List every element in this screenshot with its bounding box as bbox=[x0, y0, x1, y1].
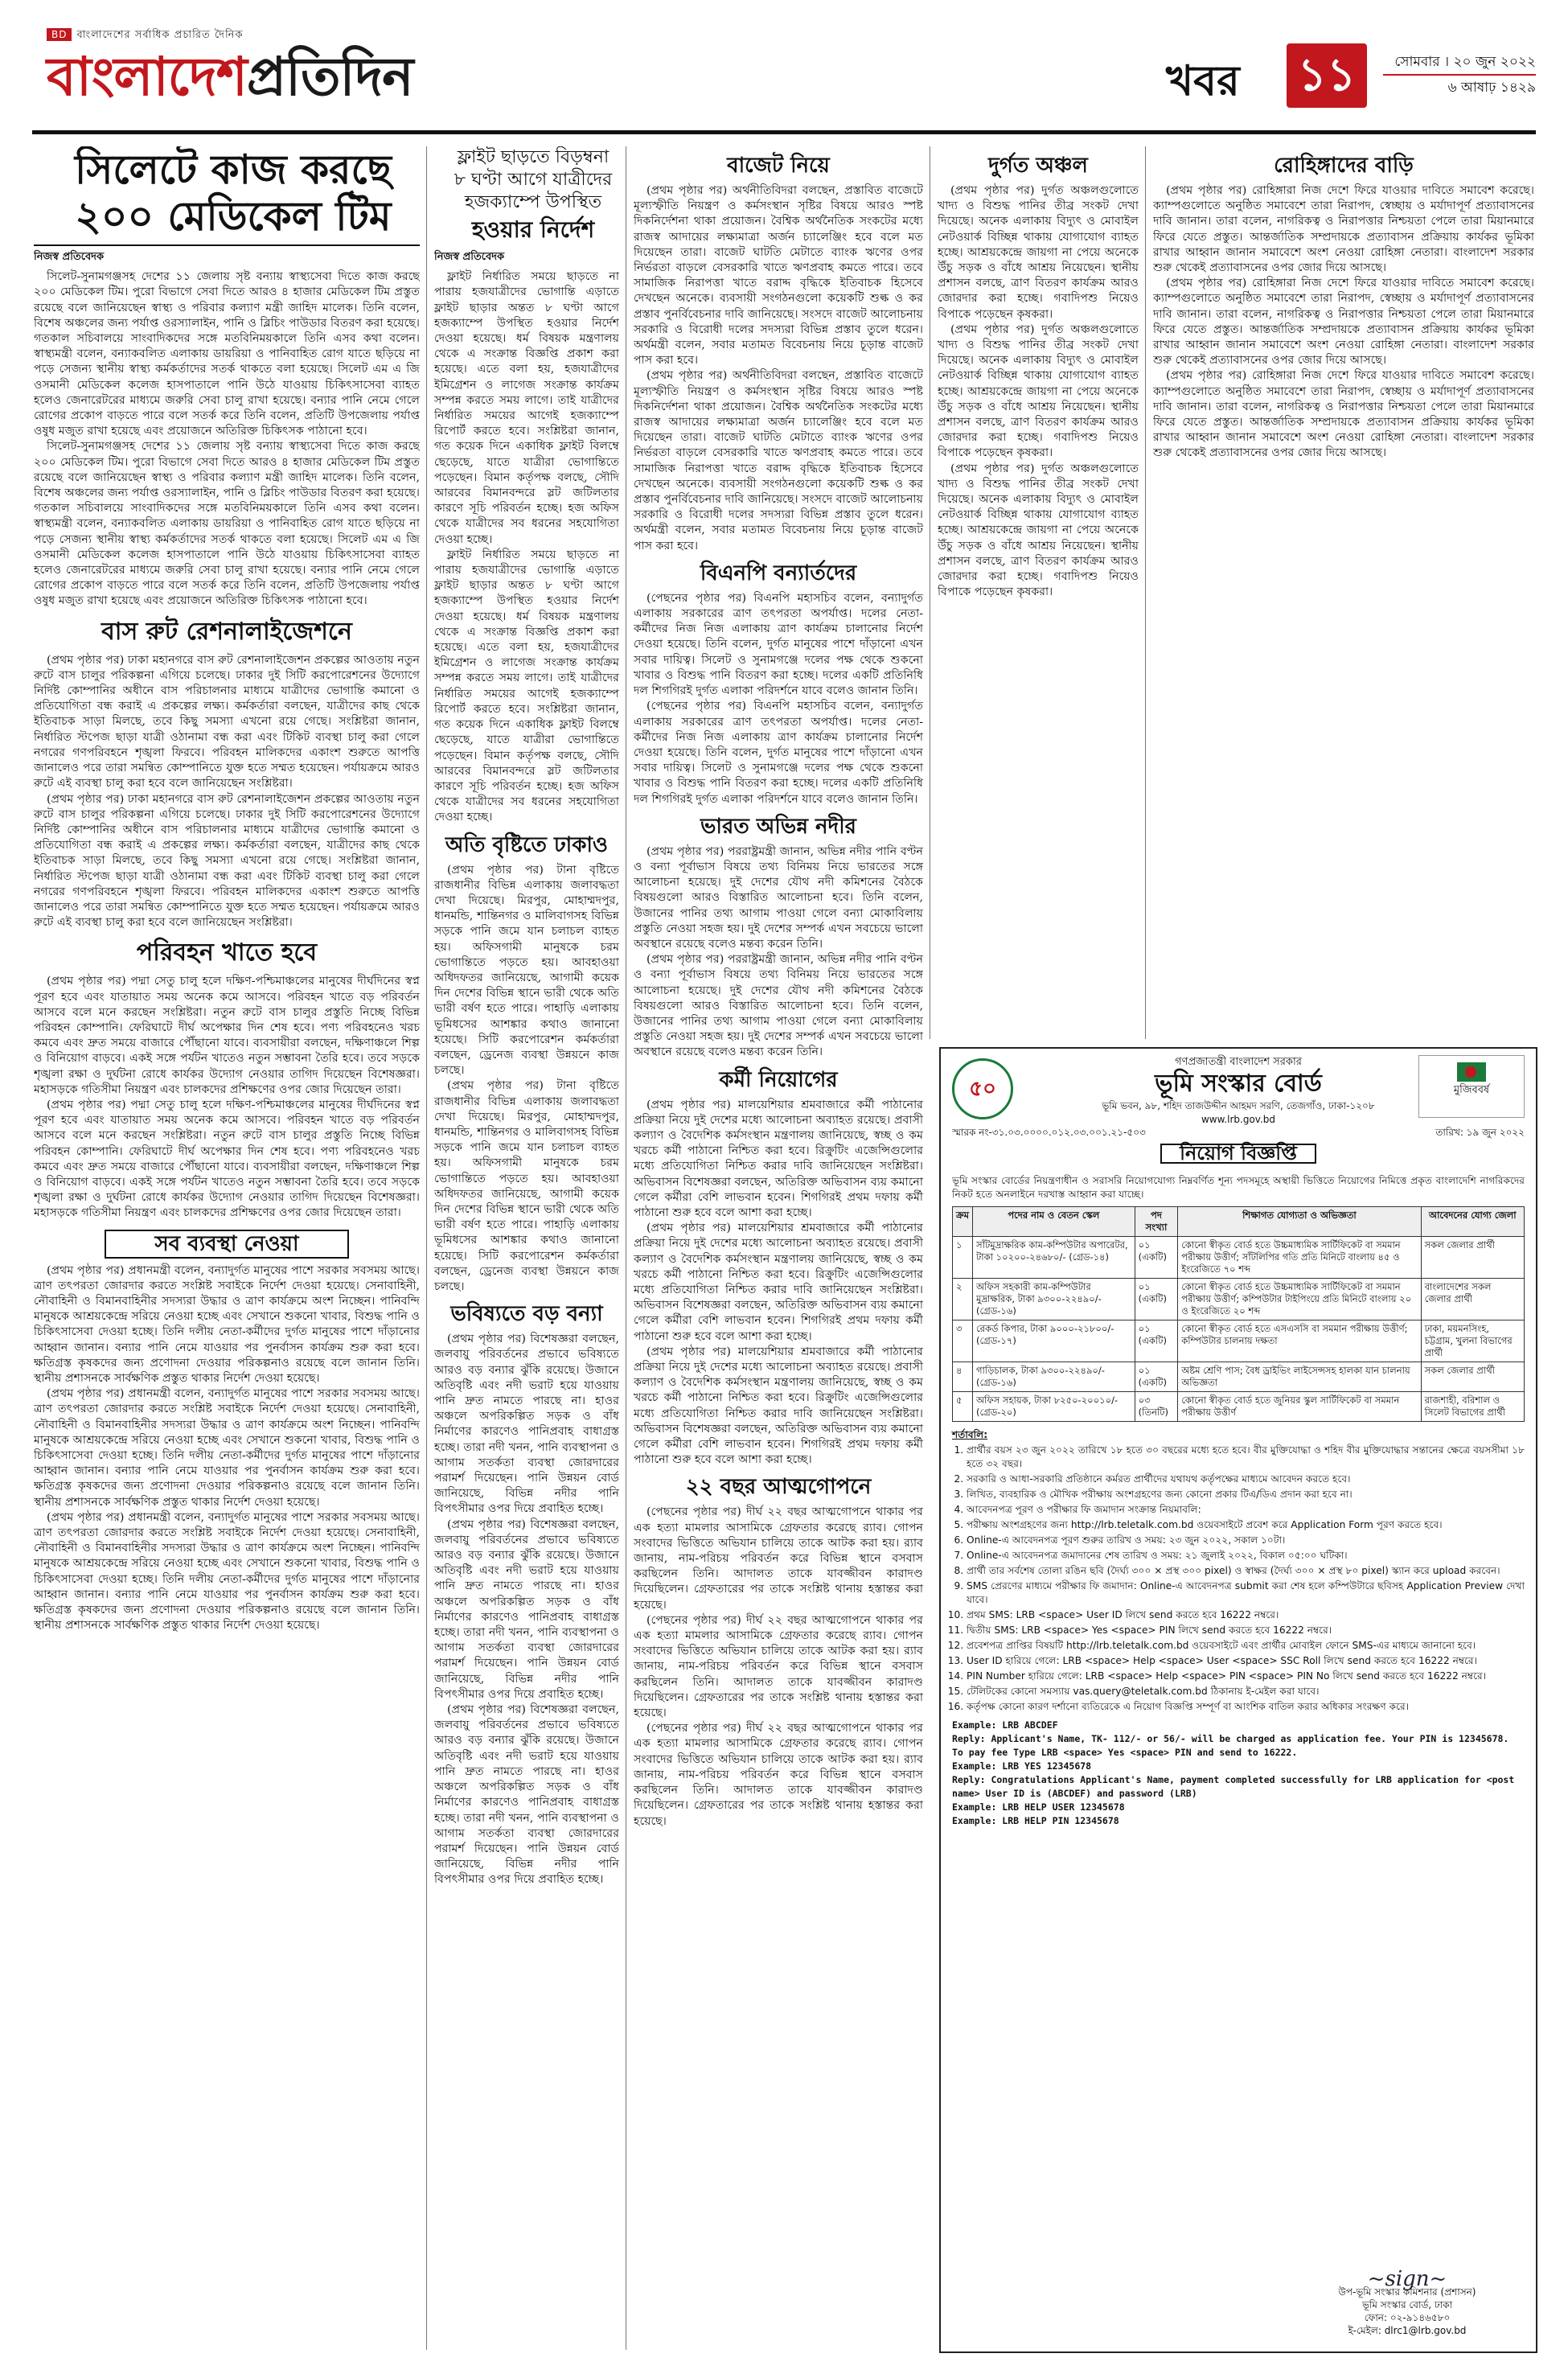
workers-body-more: (প্রথম পৃষ্ঠার পর) মালয়েশিয়ার শ্রমবাজারে কর্মী পাঠানোর প্রক্রিয়া নিয়ে দুই দেশের মধ্যে আলোচনা অব্যাহত রয়েছে। প্রবাসী কল্যাণ ও বৈদেশিক কর্মসংস্থান মন্ত্রণালয় জানিয়েছে, স্বচ্ছ ও কম খরচে কর্মী পাঠানো নিশ্চিত করা হবে। রিক্রুটিং এজেন্সিগুলোর মধ্যে প্রতিযোগিতা নিশ্চিত করার দাবি জানিয়েছেন সংশ্লিষ্টরা। অভিবাসন বিশেষজ্ঞরা বলছেন, অতিরিক্ত অভিবাসন ব্যয় কমানো গেলে কর্মীরা বেশি লাভবান হবেন। শিগগিরই প্রথম দফায় কর্মী পাঠানো শুরু হবে বলে আশা করা হচ্ছে। bbox=[634, 1222, 923, 1343]
hajj-kicker2: ৮ ঘণ্টা আগে যাত্রীদের bbox=[454, 170, 613, 190]
ad-title-text: নিয়োগ বিজ্ঞপ্তি bbox=[1160, 1144, 1316, 1164]
all-measures-body: (প্রথম পৃষ্ঠার পর) প্রধানমন্ত্রী বলেন, বন্যাদুর্গত মানুষের পাশে সরকার সবসময় আছে। ত্রাণ তৎপরতা জোরদার করতে সংশ্লিষ্ট সবাইকে নির্দেশ দেওয়া হয়েছে। সেনাবাহিনী, নৌবাহিনী ও বিমানবাহিনীর সদস্যরা উদ্ধার ও ত্রাণ কার্যক্রমে অংশ নিচ্ছেন। পানিবন্দি মানুষকে আশ্রয়কেন্দ্রে সরিয়ে নেওয়া হচ্ছে এবং সেখানে শুকনো খাবার, বিশুদ্ধ পানি ও চিকিৎসাসেবা দেওয়া হচ্ছে। তিনি দলীয় নেতা-কর্মীদের দুর্গত মানুষের পাশে দাঁড়ানোর আহ্বান জানান। বন্যার পানি নেমে যাওয়ার পর পুনর্বাসন কার্যক্রম শুরু করা হবে। ক্ষতিগ্রস্ত কৃষকদের জন্য প্রণোদনা দেওয়ার পরিকল্পনাও রয়েছে বলে জানান তিনি। স্থানীয় প্রশাসনকে সার্বক্ষণিক প্রস্তুত থাকার নির্দেশ দেওয়া হয়েছে। bbox=[34, 1263, 420, 1385]
sms-example: Reply: Congratulations Applicant's Name, payment completed successfully for LRB application for <post name> User ID is (ABCDEF) and password (LRB) bbox=[952, 1774, 1515, 1799]
brand[interactable] bbox=[47, 27, 413, 109]
posts-table-cell: কোনো স্বীকৃত বোর্ড হতে উচ্চমাধ্যমিক সার্টিফিকেট বা সমমান পরীক্ষায় উত্তীর্ণ; কম্পিউটার টাইপিংয়ে প্রতি মিনিটে বাংলায় ২০ ও ইংরেজিতে ২০ শব্দ bbox=[1178, 1279, 1421, 1320]
posts-table-body bbox=[953, 1237, 1525, 1422]
terms-item: 1. প্রার্থীর বয়স ২৩ জুন ২০২২ তারিখে ১৮ হতে ৩০ বছরের মধ্যে হতে হবে। বীর মুক্তিযোদ্ধা ও শহিদ বীর মুক্তিযোদ্ধার সন্তানের ক্ষেত্রে বয়সসীমা ১৮ হতে ৩২ বছর। bbox=[967, 1444, 1525, 1471]
ad-org-name: ভূমি সংস্কার বোর্ড bbox=[1155, 1070, 1322, 1098]
masthead-rule bbox=[32, 130, 1536, 134]
posts-table-header-cell: আবেদনের যোগ্য জেলা bbox=[1421, 1207, 1524, 1237]
posts-table-row bbox=[953, 1279, 1525, 1320]
durgata-body-more: (প্রথম পৃষ্ঠার পর) দুর্গত অঞ্চলগুলোতে খাদ্য ও বিশুদ্ধ পানির তীব্র সংকট দেখা দিয়েছে। অনেক এলাকায় বিদ্যুৎ ও মোবাইল নেটওয়ার্ক বিচ্ছিন্ন থাকায় যোগাযোগ ব্যাহত হচ্ছে। আশ্রয়কেন্দ্রে জায়গা না পেয়ে অনেকে উঁচু সড়ক ও বাঁধে আশ্রয় নিয়েছেন। স্থানীয় প্রশাসন বলছে, ত্রাণ বিতরণ কার্যক্রম আরও জোরদার করা হচ্ছে। গবাদিপশু নিয়েও বিপাকে পড়েছেন কৃষকরা। bbox=[938, 322, 1139, 460]
column-2 bbox=[434, 146, 619, 2350]
posts-table-cell: ৫ bbox=[953, 1392, 973, 1422]
bus-route-body: (প্রথম পৃষ্ঠার পর) ঢাকা মহানগরে বাস রুট রেশনালাইজেশন প্রকল্পের আওতায় নতুন রুটে বাস চালুর পরিকল্পনা এগিয়ে চলেছে। ঢাকার দুই সিটি করপোরেশনের উদ্যোগে নির্দিষ্ট কোম্পানির অধীনে বাস পরিচালনার মাধ্যমে যাত্রীদের ভোগান্তি কমানো ও প্রতিযোগিতা বন্ধ করাই এ প্রকল্পের লক্ষ্য। কর্মকর্তারা বলছেন, যাত্রীদের কাছ থেকে ইতিবাচক সাড়া মিলছে, তবে কিছু সমস্যা এখনো রয়ে গেছে। সংশ্লিষ্টরা জানান, নির্ধারিত স্টপেজ ছাড়া যাত্রী ওঠানামা বন্ধ করা এবং টিকিট ব্যবস্থা চালু করা গেলে নগরের গণপরিবহনে শৃঙ্খলা ফিরবে। পরিবহন মালিকদের একাংশ শুরুতে আপত্তি জানালেও পরে তারা সমন্বিত কোম্পানিতে যুক্ত হতে সম্মত হয়েছেন। পর্যায়ক্রমে আরও রুটে এই ব্যবস্থা চালু করা হবে বলে জানিয়েছেন সংশ্লিষ্টরা। bbox=[34, 653, 420, 791]
lead-headline-line2: ২০০ মেডিকেল টিম bbox=[75, 192, 392, 240]
posts-table-cell: কোনো স্বীকৃত বোর্ড হতে উচ্চমাধ্যমিক সার্টিফিকেট বা সমমান পরীক্ষায় উত্তীর্ণ; সাঁটলিপির গতি প্রতি মিনিটে বাংলায় ৪৫ ও ইংরেজিতে ৭০ শব্দ bbox=[1178, 1237, 1421, 1279]
terms-item: 15. টেলিটকের কোনো সমস্যায় vas.query@teletalk.com.bd ঠিকানায় ই-মেইল করা যাবে। bbox=[967, 1685, 1525, 1698]
sms-examples bbox=[952, 1719, 1525, 1828]
posts-table-header-cell: পদের নাম ও বেতন স্কেল bbox=[973, 1207, 1135, 1237]
ad-website[interactable]: www.lrb.gov.bd bbox=[1201, 1114, 1276, 1125]
brand-part1: বাংলাদেশ bbox=[47, 45, 247, 108]
budget-body-more: (প্রথম পৃষ্ঠার পর) অর্থনীতিবিদরা বলছেন, প্রস্তাবিত বাজেটে মূল্যস্ফীতি নিয়ন্ত্রণ ও কর্মসংস্থান সৃষ্টির বিষয়ে আরও স্পষ্ট দিকনির্দেশনা থাকা প্রয়োজন। বৈশ্বিক অর্থনৈতিক সংকটের মধ্যে রাজস্ব আদায়ের লক্ষ্যমাত্রা অর্জন চ্যালেঞ্জিং হবে বলে মত দিয়েছেন তারা। বাজেট ঘাটতি মেটাতে ব্যাংক ঋণের ওপর নির্ভরতা বাড়লে বেসরকারি খাতে ঋণপ্রবাহ কমতে পারে। তবে সামাজিক নিরাপত্তা খাতে বরাদ্দ বৃদ্ধিকে ইতিবাচক হিসেবে দেখছেন অনেকে। ব্যবসায়ী সংগঠনগুলো কয়েকটি শুল্ক ও কর প্রস্তাব পুনর্বিবেচনার দাবি জানিয়েছে। সংসদে বাজেট আলোচনায় সরকারি ও বিরোধী দলের সদস্যরা বিভিন্ন প্রস্তাব তুলে ধরেন। অর্থমন্ত্রী বলেন, সবার মতামত বিবেচনায় নিয়ে চূড়ান্ত বাজেট পাস করা হবে। bbox=[634, 369, 923, 552]
posts-table-row bbox=[953, 1237, 1525, 1279]
terms-item: 6. Online-এ আবেদনপত্র পূরণ শুরুর তারিখ ও সময়: ২৩ জুন ২০২২, সকাল ১০টা। bbox=[967, 1534, 1525, 1547]
posts-table-cell: কোনো স্বীকৃত বোর্ড হতে এসএসসি বা সমমান পরীক্ষায় উত্তীর্ণ; কম্পিউটার চালনায় দক্ষতা bbox=[1178, 1320, 1421, 1362]
budget-headline[interactable]: বাজেট নিয়ে bbox=[727, 154, 830, 178]
brand-badge: BD bbox=[47, 28, 72, 41]
hajj-body: ফ্লাইট নির্ধারিত সময়ে ছাড়তে না পারায় হজযাত্রীদের ভোগান্তি এড়াতে ফ্লাইট ছাড়ার অন্তত ৮ ঘণ্টা আগে হজক্যাম্পে উপস্থিত হওয়ার নির্দেশ দেওয়া হয়েছে। ধর্ম বিষয়ক মন্ত্রণালয় থেকে এ সংক্রান্ত বিজ্ঞপ্তি প্রকাশ করা হয়েছে। এতে বলা হয়, হজযাত্রীদের ইমিগ্রেশন ও লাগেজ সংক্রান্ত কার্যক্রম সম্পন্ন করতে সময় লাগে। তাই যাত্রীদের নির্ধারিত সময়ের আগেই হজক্যাম্পে রিপোর্ট করতে হবে। সংশ্লিষ্টরা জানান, গত কয়েক দিনে একাধিক ফ্লাইট বিলম্বে ছেড়েছে, যাতে যাত্রীরা ভোগান্তিতে পড়েছেন। বিমান কর্তৃপক্ষ বলছে, সৌদি আরবের বিমানবন্দরে স্লট জটিলতার কারণে সূচি পরিবর্তন হচ্ছে। হজ অফিস থেকে যাত্রীদের সব ধরনের সহযোগিতা দেওয়া হচ্ছে। bbox=[434, 270, 619, 546]
lead-headline[interactable] bbox=[34, 146, 420, 246]
posts-table-cell: ০৩ (তিনটি) bbox=[1135, 1392, 1178, 1422]
posts-table-cell: রাজশাহী, বরিশাল ও সিলেট বিভাগের প্রার্থী bbox=[1421, 1392, 1524, 1422]
lead-headline-line1: সিলেটে কাজ করছে bbox=[75, 146, 392, 193]
bus-route-headline[interactable]: বাস রুট রেশনালাইজেশনে bbox=[101, 617, 352, 646]
brand-logo bbox=[47, 44, 413, 109]
transport-headline[interactable]: পরিবহন খাতে হবে bbox=[136, 939, 318, 967]
posts-table-cell: গাড়িচালক, টাকা ৯৩০০-২২৪৯০/- (গ্রেড-১৬) bbox=[973, 1362, 1135, 1392]
ad-org-address: ভূমি ভবন, ৯৮, শহিদ তাজউদ্দীন আহমদ সরণি, তেজগাঁও, ঢাকা-১২০৮ bbox=[1102, 1100, 1375, 1111]
posts-table-row bbox=[953, 1320, 1525, 1362]
big-flood-body-more2: (প্রথম পৃষ্ঠার পর) বিশেষজ্ঞরা বলছেন, জলবায়ু পরিবর্তনের প্রভাবে ভবিষ্যতে আরও বড় বন্যার ঝুঁকি রয়েছে। উজানে অতিবৃষ্টি এবং নদী ভরাট হয়ে যাওয়ায় পানি দ্রুত নামতে পারছে না। হাওর অঞ্চলে অপরিকল্পিত সড়ক ও বাঁধ নির্মাণের কারণেও পানিপ্রবাহ বাধাগ্রস্ত হচ্ছে। তারা নদী খনন, পানি ব্যবস্থাপনা ও আগাম সতর্কতা ব্যবস্থা জোরদারের পরামর্শ দিয়েছেন। পানি উন্নয়ন বোর্ড জানিয়েছে, বিভিন্ন নদীর পানি বিপৎসীমার ওপর দিয়ে প্রবাহিত হচ্ছে। bbox=[434, 1703, 619, 1887]
lead-body-more: সিলেট-সুনামগঞ্জসহ দেশের ১১ জেলায় সৃষ্ট বন্যায় স্বাস্থ্যসেবা দিতে কাজ করছে ২০০ মেডিকেল টিম। পুরো বিভাগে সেবা দিতে আরও ৪ হাজার মেডিকেল টিম প্রস্তুত রয়েছে বলে জানিয়েছেন স্বাস্থ্য ও পরিবার কল্যাণ মন্ত্রী জাহিদ মালেক। তিনি বলেন, বিশেষ অঞ্চলের জন্য পর্যাপ্ত ওরস্যালাইন, পানি ও ব্লিচিং পাউডার বিতরণ করা হয়েছে। গতকাল সচিবালয়ে সাংবাদিকদের সঙ্গে মতবিনিময়কালে তিনি এসব কথা বলেন। স্বাস্থ্যমন্ত্রী বলেন, বন্যাকবলিত এলাকায় ডায়রিয়া ও পানিবাহিত রোগ যাতে ছড়িয়ে না পড়ে সেজন্য স্থানীয় স্বাস্থ্য কর্মকর্তাদের সতর্ক থাকতে বলা হয়েছে। সিলেট এম এ জি ওসমানী মেডিকেল কলেজ হাসপাতালে পানি উঠে যাওয়ায় চিকিৎসাসেবা ব্যাহত হলেও জেনারেটরের মাধ্যমে জরুরি সেবা চালু রাখা হয়েছে। বন্যার পানি নেমে গেলে রোগের প্রকোপ বাড়তে পারে বলে সতর্ক করে তিনি বলেন, প্রতিটি উপজেলায় পর্যাপ্ত ওষুধ মজুত রাখা হয়েছে এবং প্রয়োজনে অতিরিক্ত চিকিৎসক পাঠানো হবে। bbox=[34, 440, 420, 608]
hajj-headline: হওয়ার নির্দেশ bbox=[471, 216, 595, 243]
sms-example: Example: LRB HELP USER 12345678 bbox=[952, 1801, 1125, 1813]
ad-memo: স্মারক নং-৩১.০৩.০০০০.০১২.০৩.০০১.২১-৫০৩ bbox=[952, 1127, 1146, 1138]
all-measures-body-more2: (প্রথম পৃষ্ঠার পর) প্রধানমন্ত্রী বলেন, বন্যাদুর্গত মানুষের পাশে সরকার সবসময় আছে। ত্রাণ তৎপরতা জোরদার করতে সংশ্লিষ্ট সবাইকে নির্দেশ দেওয়া হয়েছে। সেনাবাহিনী, নৌবাহিনী ও বিমানবাহিনীর সদস্যরা উদ্ধার ও ত্রাণ কার্যক্রমে অংশ নিচ্ছেন। পানিবন্দি মানুষকে আশ্রয়কেন্দ্রে সরিয়ে নেওয়া হচ্ছে এবং সেখানে শুকনো খাবার, বিশুদ্ধ পানি ও চিকিৎসাসেবা দেওয়া হচ্ছে। তিনি দলীয় নেতা-কর্মীদের দুর্গত মানুষের পাশে দাঁড়ানোর আহ্বান জানান। বন্যার পানি নেমে যাওয়ার পর পুনর্বাসন কার্যক্রম শুরু করা হবে। ক্ষতিগ্রস্ত কৃষকদের জন্য প্রণোদনা দেওয়ার পরিকল্পনাও রয়েছে বলে জানান তিনি। স্থানীয় প্রশাসনকে সার্বক্ষণিক প্রস্তুত থাকার নির্দেশ দেওয়া হয়েছে। bbox=[34, 1510, 420, 1633]
terms-item: 12. প্রবেশপত্র প্রাপ্তির বিষয়টি http://lrb.teletalk.com.bd ওয়েবসাইটে এবং প্রার্থীর মোবাইল ফোনে SMS-এর মাধ্যমে জানানো হবে। bbox=[967, 1639, 1525, 1653]
signature-image: ~sign~ bbox=[1367, 2267, 1447, 2291]
posts-table-cell: অফিস সহায়ক, টাকা ৮২৫০-২০০১০/- (গ্রেড-২০) bbox=[973, 1392, 1135, 1422]
all-measures-body-more: (প্রথম পৃষ্ঠার পর) প্রধানমন্ত্রী বলেন, বন্যাদুর্গত মানুষের পাশে সরকার সবসময় আছে। ত্রাণ তৎপরতা জোরদার করতে সংশ্লিষ্ট সবাইকে নির্দেশ দেওয়া হয়েছে। সেনাবাহিনী, নৌবাহিনী ও বিমানবাহিনীর সদস্যরা উদ্ধার ও ত্রাণ কার্যক্রমে অংশ নিচ্ছেন। পানিবন্দি মানুষকে আশ্রয়কেন্দ্রে সরিয়ে নেওয়া হচ্ছে এবং সেখানে শুকনো খাবার, বিশুদ্ধ পানি ও চিকিৎসাসেবা দেওয়া হচ্ছে। তিনি দলীয় নেতা-কর্মীদের দুর্গত মানুষের পাশে দাঁড়ানোর আহ্বান জানান। বন্যার পানি নেমে যাওয়ার পর পুনর্বাসন কার্যক্রম শুরু করা হবে। ক্ষতিগ্রস্ত কৃষকদের জন্য প্রণোদনা দেওয়ার পরিকল্পনাও রয়েছে বলে জানান তিনি। স্থানীয় প্রশাসনকে সার্বক্ষণিক প্রস্তুত থাকার নির্দেশ দেওয়া হয়েছে। bbox=[34, 1387, 420, 1509]
ad-title bbox=[941, 1144, 1536, 1164]
posts-table-header-cell: শিক্ষাগত যোগ্যতা ও অভিজ্ঞতা bbox=[1178, 1207, 1421, 1237]
terms-item: 11. দ্বিতীয় SMS: LRB <space> Yes <space> PIN লিখে send করতে হবে 16222 নম্বরে। bbox=[967, 1624, 1525, 1637]
hajj-kicker3: হজক্যাম্পে উপস্থিত bbox=[464, 192, 602, 212]
durgata-headline[interactable]: দুর্গত অঞ্চল bbox=[988, 154, 1088, 178]
hajj-body-more: ফ্লাইট নির্ধারিত সময়ে ছাড়তে না পারায় হজযাত্রীদের ভোগান্তি এড়াতে ফ্লাইট ছাড়ার অন্তত ৮ ঘণ্টা আগে হজক্যাম্পে উপস্থিত হওয়ার নির্দেশ দেওয়া হয়েছে। ধর্ম বিষয়ক মন্ত্রণালয় থেকে এ সংক্রান্ত বিজ্ঞপ্তি প্রকাশ করা হয়েছে। এতে বলা হয়, হজযাত্রীদের ইমিগ্রেশন ও লাগেজ সংক্রান্ত কার্যক্রম সম্পন্ন করতে সময় লাগে। তাই যাত্রীদের নির্ধারিত সময়ের আগেই হজক্যাম্পে রিপোর্ট করতে হবে। সংশ্লিষ্টরা জানান, গত কয়েক দিনে একাধিক ফ্লাইট বিলম্বে ছেড়েছে, যাতে যাত্রীরা ভোগান্তিতে পড়েছেন। বিমান কর্তৃপক্ষ বলছে, সৌদি আরবের বিমানবন্দরে স্লট জটিলতার কারণে সূচি পরিবর্তন হচ্ছে। হজ অফিস থেকে যাত্রীদের সব ধরনের সহযোগিতা দেওয়া হচ্ছে। bbox=[434, 548, 619, 824]
hiding-body-more: (পেছনের পৃষ্ঠার পর) দীর্ঘ ২২ বছর আত্মগোপনে থাকার পর এক হত্যা মামলার আসামিকে গ্রেফতার করেছে র‌্যাব। গোপন সংবাদের ভিত্তিতে অভিযান চালিয়ে তাকে আটক করা হয়। র‌্যাব জানায়, নাম-পরিচয় পরিবর্তন করে বিভিন্ন স্থানে বসবাস করছিলেন তিনি। আদালত তাকে যাবজ্জীবন কারাদণ্ড দিয়েছিলেন। গ্রেফতারের পর তাকে সংশ্লিষ্ট থানায় হস্তান্তর করা হয়েছে। bbox=[634, 1613, 923, 1720]
tagline-text: বাংলাদেশের সর্বাধিক প্রচারিত দৈনিক bbox=[76, 29, 244, 41]
bus-route-body-more: (প্রথম পৃষ্ঠার পর) ঢাকা মহানগরে বাস রুট রেশনালাইজেশন প্রকল্পের আওতায় নতুন রুটে বাস চালুর পরিকল্পনা এগিয়ে চলেছে। ঢাকার দুই সিটি করপোরেশনের উদ্যোগে নির্দিষ্ট কোম্পানির অধীনে বাস পরিচালনার মাধ্যমে যাত্রীদের ভোগান্তি কমানো ও প্রতিযোগিতা বন্ধ করাই এ প্রকল্পের লক্ষ্য। কর্মকর্তারা বলছেন, যাত্রীদের কাছ থেকে ইতিবাচক সাড়া মিলছে, তবে কিছু সমস্যা এখনো রয়ে গেছে। সংশ্লিষ্টরা জানান, নির্ধারিত স্টপেজ ছাড়া যাত্রী ওঠানামা বন্ধ করা এবং টিকিট ব্যবস্থা চালু করা গেলে নগরের গণপরিবহনে শৃঙ্খলা ফিরবে। পরিবহন মালিকদের একাংশ শুরুতে আপত্তি জানালেও পরে তারা সমন্বিত কোম্পানিতে যুক্ত হতে সম্মত হয়েছেন। পর্যায়ক্রমে আরও রুটে এই ব্যবস্থা চালু করা হবে বলে জানিয়েছেন সংশ্লিষ্টরা। bbox=[34, 792, 420, 930]
ad-header bbox=[941, 1049, 1536, 1169]
posts-table-header-cell: পদ সংখ্যা bbox=[1135, 1207, 1178, 1237]
page-number: ১১ bbox=[1287, 43, 1367, 108]
terms-item: 14. PIN Number হারিয়ে গেলে: LRB <space> Help <space> PIN <space> PIN No লিখে send করতে হবে 16222 নম্বরে। bbox=[967, 1670, 1525, 1683]
rohingya-body-more2: (প্রথম পৃষ্ঠার পর) রোহিঙ্গারা নিজ দেশে ফিরে যাওয়ার দাবিতে সমাবেশ করেছে। ক্যাম্পগুলোতে অনুষ্ঠিত সমাবেশে তারা নিরাপদ, স্বেচ্ছায় ও মর্যাদাপূর্ণ প্রত্যাবাসনের দাবি জানান। তারা বলেন, নাগরিকত্ব ও নিরাপত্তার নিশ্চয়তা পেলে তারা মিয়ানমারে ফিরে যেতে প্রস্তুত। আন্তর্জাতিক সম্প্রদায়কে প্রত্যাবাসন প্রক্রিয়ায় কার্যকর ভূমিকা রাখার আহ্বান জানান সমাবেশে অংশ নেওয়া রোহিঙ্গা নেতারা। বাংলাদেশ সরকার শুরু থেকেই প্রত্যাবাসনের ওপর জোর দিয়ে আসছে। bbox=[1153, 369, 1534, 460]
transport-body: (প্রথম পৃষ্ঠার পর) পদ্মা সেতু চালু হলে দক্ষিণ-পশ্চিমাঞ্চলের মানুষের দীর্ঘদিনের স্বপ্ন পূরণ হবে এবং যাতায়াত সময় অনেক কমে আসবে। পরিবহন খাতে বড় পরিবর্তন আসবে বলে মনে করছেন সংশ্লিষ্টরা। নতুন রুটে বাস চালুর প্রস্তুতি নিচ্ছে বিভিন্ন পরিবহন কোম্পানি। ফেরিঘাটে দীর্ঘ অপেক্ষার দিন শেষ হবে। পণ্য পরিবহনেও খরচ কমবে এবং দ্রুত সময়ে বাজারে পৌঁছানো যাবে। ব্যবসায়ীরা বলছেন, দক্ষিণাঞ্চলে শিল্প ও বিনিয়োগ বাড়বে। একই সঙ্গে পর্যটন খাতেও নতুন সম্ভাবনা তৈরি হবে। তবে সড়কে শৃঙ্খলা রক্ষা ও দুর্ঘটনা রোধে কার্যকর উদ্যোগ নেওয়ার তাগিদ দিয়েছেন বিশেষজ্ঞরা। মহাসড়কে গতিসীমা নিয়ন্ত্রণ এবং চালকদের প্রশিক্ষণের ওপর জোর দিয়েছেন তারা। bbox=[34, 975, 420, 1096]
budget-body: (প্রথম পৃষ্ঠার পর) অর্থনীতিবিদরা বলছেন, প্রস্তাবিত বাজেটে মূল্যস্ফীতি নিয়ন্ত্রণ ও কর্মসংস্থান সৃষ্টির বিষয়ে আরও স্পষ্ট দিকনির্দেশনা থাকা প্রয়োজন। বৈশ্বিক অর্থনৈতিক সংকটের মধ্যে রাজস্ব আদায়ের লক্ষ্যমাত্রা অর্জন চ্যালেঞ্জিং হবে বলে মত দিয়েছেন তারা। বাজেট ঘাটতি মেটাতে ব্যাংক ঋণের ওপর নির্ভরতা বাড়লে বেসরকারি খাতে ঋণপ্রবাহ কমতে পারে। তবে সামাজিক নিরাপত্তা খাতে বরাদ্দ বৃদ্ধিকে ইতিবাচক হিসেবে দেখছেন অনেকে। ব্যবসায়ী সংগঠনগুলো কয়েকটি শুল্ক ও কর প্রস্তাব পুনর্বিবেচনার দাবি জানিয়েছে। সংসদে বাজেট আলোচনায় সরকারি ও বিরোধী দলের সদস্যরা বিভিন্ন প্রস্তাব তুলে ধরেন। অর্থমন্ত্রী বলেন, সবার মতামত বিবেচনায় নিয়ে চূড়ান্ত বাজেট পাস করা হবে। bbox=[634, 184, 923, 368]
hajj-byline: নিজস্ব প্রতিবেদক bbox=[434, 251, 505, 263]
hiding-body: (পেছনের পৃষ্ঠার পর) দীর্ঘ ২২ বছর আত্মগোপনে থাকার পর এক হত্যা মামলার আসামিকে গ্রেফতার করেছে র‌্যাব। গোপন সংবাদের ভিত্তিতে অভিযান চালিয়ে তাকে আটক করা হয়। র‌্যাব জানায়, নাম-পরিচয় পরিবর্তন করে বিভিন্ন স্থানে বসবাস করছিলেন তিনি। আদালত তাকে যাবজ্জীবন কারাদণ্ড দিয়েছিলেন। গ্রেফতারের পর তাকে সংশ্লিষ্ট থানায় হস্তান্তর করা হয়েছে। bbox=[634, 1505, 923, 1612]
signatory-title: উপ-ভূমি সংস্কার কমিশনার (প্রশাসন) bbox=[1338, 2286, 1476, 2298]
column-3 bbox=[634, 146, 923, 2350]
posts-table-cell: ১ bbox=[953, 1237, 973, 1279]
india-body: (প্রথম পৃষ্ঠার পর) পররাষ্ট্রমন্ত্রী জানান, অভিন্ন নদীর পানি বণ্টন ও বন্যা পূর্বাভাস বিষয়ে তথ্য বিনিময় নিয়ে ভারতের সঙ্গে আলোচনা হয়েছে। দুই দেশের যৌথ নদী কমিশনের বৈঠকে বিষয়গুলো আরও বিস্তারিত আলোচনা হবে। তিনি বলেন, উজানের পানির তথ্য আগাম পাওয়া গেলে বন্যা মোকাবিলায় প্রস্তুতি নেওয়া সহজ হয়। দুই দেশের সম্পর্ক এখন সবচেয়ে ভালো অবস্থানে রয়েছে বলেও মন্তব্য করেন তিনি। bbox=[634, 844, 923, 951]
brand-tagline bbox=[47, 27, 413, 44]
posts-table-cell: ০১ (একটি) bbox=[1135, 1362, 1178, 1392]
posts-table-cell: অষ্টম শ্রেণি পাস; বৈধ ড্রাইভিং লাইসেন্সসহ হালকা যান চালনায় অভিজ্ঞতা bbox=[1178, 1362, 1421, 1392]
column-1 bbox=[34, 146, 420, 2350]
workers-body: (প্রথম পৃষ্ঠার পর) মালয়েশিয়ার শ্রমবাজারে কর্মী পাঠানোর প্রক্রিয়া নিয়ে দুই দেশের মধ্যে আলোচনা অব্যাহত রয়েছে। প্রবাসী কল্যাণ ও বৈদেশিক কর্মসংস্থান মন্ত্রণালয় জানিয়েছে, স্বচ্ছ ও কম খরচে কর্মী পাঠানো নিশ্চিত করা হবে। রিক্রুটিং এজেন্সিগুলোর মধ্যে প্রতিযোগিতা নিশ্চিত করার দাবি জানিয়েছেন সংশ্লিষ্টরা। অভিবাসন বিশেষজ্ঞরা বলছেন, অতিরিক্ত অভিবাসন ব্যয় কমানো গেলে কর্মীরা বেশি লাভবান হবেন। শিগগিরই প্রথম দফায় কর্মী পাঠানো শুরু হবে বলে আশা করা হচ্ছে। bbox=[634, 1098, 923, 1219]
ad-signature-block bbox=[1303, 2267, 1512, 2337]
workers-headline[interactable]: কর্মী নিয়োগের bbox=[719, 1067, 838, 1092]
transport-body-more: (প্রথম পৃষ্ঠার পর) পদ্মা সেতু চালু হলে দক্ষিণ-পশ্চিমাঞ্চলের মানুষের দীর্ঘদিনের স্বপ্ন পূরণ হবে এবং যাতায়াত সময় অনেক কমে আসবে। পরিবহন খাতে বড় পরিবর্তন আসবে বলে মনে করছেন সংশ্লিষ্টরা। নতুন রুটে বাস চালুর প্রস্তুতি নিচ্ছে বিভিন্ন পরিবহন কোম্পানি। ফেরিঘাটে দীর্ঘ অপেক্ষার দিন শেষ হবে। পণ্য পরিবহনেও খরচ কমবে এবং দ্রুত সময়ে বাজারে পৌঁছানো যাবে। ব্যবসায়ীরা বলছেন, দক্ষিণাঞ্চলে শিল্প ও বিনিয়োগ বাড়বে। একই সঙ্গে পর্যটন খাতেও নতুন সম্ভাবনা তৈরি হবে। তবে সড়কে শৃঙ্খলা রক্ষা ও দুর্ঘটনা রোধে কার্যকর উদ্যোগ নেওয়ার তাগিদ দিয়েছেন বিশেষজ্ঞরা। মহাসড়কে গতিসীমা নিয়ন্ত্রণ এবং চালকদের প্রশিক্ষণের ওপর জোর দিয়েছেন তারা। bbox=[34, 1098, 420, 1220]
terms-item: 2. সরকারি ও আধা-সরকারি প্রতিষ্ঠানে কর্মরত প্রার্থীদের যথাযথ কর্তৃপক্ষের মাধ্যমে আবেদন করতে হবে। bbox=[967, 1472, 1525, 1486]
big-flood-body-more: (প্রথম পৃষ্ঠার পর) বিশেষজ্ঞরা বলছেন, জলবায়ু পরিবর্তনের প্রভাবে ভবিষ্যতে আরও বড় বন্যার ঝুঁকি রয়েছে। উজানে অতিবৃষ্টি এবং নদী ভরাট হয়ে যাওয়ায় পানি দ্রুত নামতে পারছে না। হাওর অঞ্চলে অপরিকল্পিত সড়ক ও বাঁধ নির্মাণের কারণেও পানিপ্রবাহ বাধাগ্রস্ত হচ্ছে। তারা নদী খনন, পানি ব্যবস্থাপনা ও আগাম সতর্কতা ব্যবস্থা জোরদারের পরামর্শ দিয়েছেন। পানি উন্নয়ন বোর্ড জানিয়েছে, বিভিন্ন নদীর পানি বিপৎসীমার ওপর দিয়ে প্রবাহিত হচ্ছে। bbox=[434, 1518, 619, 1701]
sms-example: Example: LRB HELP PIN 12345678 bbox=[952, 1815, 1119, 1826]
date-bangla: ৬ আষাঢ় ১৪২৯ bbox=[1383, 74, 1536, 100]
recruitment-ad[interactable] bbox=[939, 1047, 1537, 2353]
posts-table-cell: কোনো স্বীকৃত বোর্ড হতে জুনিয়র স্কুল সার্টিফিকেট বা সমমান পরীক্ষায় উত্তীর্ণ bbox=[1178, 1392, 1421, 1422]
posts-table-row bbox=[953, 1362, 1525, 1392]
terms-item: 9. SMS প্রেরণের মাধ্যমে পরীক্ষার ফি জমাদান: Online-এ আবেদনপত্র submit করা শেষ হলে কম্পিউটারে ছবিসহ Application Preview দেখা যাবে। bbox=[967, 1579, 1525, 1607]
lead-body: সিলেট-সুনামগঞ্জসহ দেশের ১১ জেলায় সৃষ্ট বন্যায় স্বাস্থ্যসেবা দিতে কাজ করছে ২০০ মেডিকেল টিম। পুরো বিভাগে সেবা দিতে আরও ৪ হাজার মেডিকেল টিম প্রস্তুত রয়েছে বলে জানিয়েছেন স্বাস্থ্য ও পরিবার কল্যাণ মন্ত্রী জাহিদ মালেক। তিনি বলেন, বিশেষ অঞ্চলের জন্য পর্যাপ্ত ওরস্যালাইন, পানি ও ব্লিচিং পাউডার বিতরণ করা হয়েছে। গতকাল সচিবালয়ে সাংবাদিকদের সঙ্গে মতবিনিময়কালে তিনি এসব কথা বলেন। স্বাস্থ্যমন্ত্রী বলেন, বন্যাকবলিত এলাকায় ডায়রিয়া ও পানিবাহিত রোগ যাতে ছড়িয়ে না পড়ে সেজন্য স্থানীয় স্বাস্থ্য কর্মকর্তাদের সতর্ক থাকতে বলা হয়েছে। সিলেট এম এ জি ওসমানী মেডিকেল কলেজ হাসপাতালে পানি উঠে যাওয়ায় চিকিৎসাসেবা ব্যাহত হলেও জেনারেটরের মাধ্যমে জরুরি সেবা চালু রাখা হয়েছে। বন্যার পানি নেমে গেলে রোগের প্রকোপ বাড়তে পারে বলে সতর্ক করে তিনি বলেন, প্রতিটি উপজেলায় পর্যাপ্ত ওষুধ মজুত রাখা হয়েছে এবং প্রয়োজনে অতিরিক্ত চিকিৎসক পাঠানো হবে। bbox=[34, 270, 420, 438]
lead-byline: নিজস্ব প্রতিবেদক bbox=[34, 251, 105, 263]
posts-table-header-cell: ক্রম bbox=[953, 1207, 973, 1237]
date-block bbox=[1383, 50, 1536, 100]
mujib-year-text: মুজিববর্ষ bbox=[1453, 1084, 1490, 1096]
date-gregorian: সোমবার । ২০ জুন ২০২২ bbox=[1394, 54, 1536, 70]
posts-table-cell: রেকর্ড কিপার, টাকা ৯০০০-২১৮০০/- (গ্রেড-১৭) bbox=[973, 1320, 1135, 1362]
terms-item: 4. আবেদনপত্র পূরণ ও পরীক্ষার ফি জমাদান সংক্রান্ত নিয়মাবলি: bbox=[967, 1503, 1525, 1517]
column-4 bbox=[938, 146, 1139, 1039]
terms-item: 16. কর্তৃপক্ষ কোনো কারণ দর্শানো ব্যতিরেকে এ নিয়োগ বিজ্ঞপ্তি সম্পূর্ণ বা আংশিক বাতিল করার অধিকার সংরক্ষণ করে। bbox=[967, 1700, 1525, 1714]
jubilee-logo-icon: ৫০ bbox=[952, 1058, 1013, 1119]
posts-table-cell: সকল জেলার প্রার্থী bbox=[1421, 1237, 1524, 1279]
terms-title: শর্তাবলি: bbox=[952, 1429, 988, 1440]
ad-body bbox=[941, 1169, 1536, 1828]
sms-example: Example: LRB ABCDEF bbox=[952, 1719, 1058, 1731]
ad-gov-line: গণপ্রজাতন্ত্রী বাংলাদেশ সরকার bbox=[1175, 1056, 1302, 1068]
posts-table-cell: সকল জেলার প্রার্থী bbox=[1421, 1362, 1524, 1392]
all-measures-headline[interactable]: সব ব্যবস্থা নেওয়া bbox=[105, 1230, 349, 1259]
terms-item: 13. User ID হারিয়ে গেলে: LRB <space> Help <space> User <space> SSC Roll লিখে send করতে হবে 16222 নম্বরে। bbox=[967, 1654, 1525, 1668]
posts-table-cell: বাংলাদেশের সকল জেলার প্রার্থী bbox=[1421, 1279, 1524, 1320]
india-headline[interactable]: ভারত অভিন্ন নদীর bbox=[700, 814, 856, 839]
hajj-kicker1: ফ্লাইট ছাড়তে বিড়ম্বনা bbox=[457, 147, 610, 167]
sms-example: Reply: Applicant's Name, TK- 112/- or 56/- will be charged as application fee. Your PIN is 12345678. To pay fee Type LRB <space> Yes <space> PIN and send to 16222. bbox=[952, 1733, 1509, 1758]
workers-body-more2: (প্রথম পৃষ্ঠার পর) মালয়েশিয়ার শ্রমবাজারে কর্মী পাঠানোর প্রক্রিয়া নিয়ে দুই দেশের মধ্যে আলোচনা অব্যাহত রয়েছে। প্রবাসী কল্যাণ ও বৈদেশিক কর্মসংস্থান মন্ত্রণালয় জানিয়েছে, স্বচ্ছ ও কম খরচে কর্মী পাঠানো নিশ্চিত করা হবে। রিক্রুটিং এজেন্সিগুলোর মধ্যে প্রতিযোগিতা নিশ্চিত করার দাবি জানিয়েছেন সংশ্লিষ্টরা। অভিবাসন বিশেষজ্ঞরা বলছেন, অতিরিক্ত অভিবাসন ব্যয় কমানো গেলে কর্মীরা বেশি লাভবান হবেন। শিগগিরই প্রথম দফায় কর্মী পাঠানো শুরু হবে বলে আশা করা হচ্ছে। bbox=[634, 1345, 923, 1467]
ad-reference bbox=[952, 1126, 1525, 1140]
column-divider-1 bbox=[426, 146, 427, 2350]
ad-memo-date: তারিখ: ১৯ জুন ২০২২ bbox=[1435, 1127, 1525, 1138]
terms-item: 7. Online-এ আবেদনপত্র জমাদানের শেষ তারিখ ও সময়: ২১ জুলাই ২০২২, বিকাল ০৫:০০ ঘটিকা। bbox=[967, 1549, 1525, 1563]
rohingya-body: (প্রথম পৃষ্ঠার পর) রোহিঙ্গারা নিজ দেশে ফিরে যাওয়ার দাবিতে সমাবেশ করেছে। ক্যাম্পগুলোতে অনুষ্ঠিত সমাবেশে তারা নিরাপদ, স্বেচ্ছায় ও মর্যাদাপূর্ণ প্রত্যাবাসনের দাবি জানান। তারা বলেন, নাগরিকত্ব ও নিরাপত্তার নিশ্চয়তা পেলে তারা মিয়ানমারে ফিরে যেতে প্রস্তুত। আন্তর্জাতিক সম্প্রদায়কে প্রত্যাবাসন প্রক্রিয়ায় কার্যকর ভূমিকা রাখার আহ্বান জানান সমাবেশে অংশ নেওয়া রোহিঙ্গা নেতারা। বাংলাদেশ সরকার শুরু থেকেই প্রত্যাবাসনের ওপর জোর দিয়ে আসছে। bbox=[1153, 184, 1534, 275]
terms-list bbox=[952, 1444, 1525, 1714]
rain-dhaka-body: (প্রথম পৃষ্ঠার পর) টানা বৃষ্টিতে রাজধানীর বিভিন্ন এলাকায় জলাবদ্ধতা দেখা দিয়েছে। মিরপুর, মোহাম্মদপুর, ধানমন্ডি, শান্তিনগর ও মালিবাগসহ বিভিন্ন সড়কে পানি জমে যান চলাচল ব্যাহত হয়। অফিসগামী মানুষকে চরম ভোগান্তিতে পড়তে হয়। আবহাওয়া অধিদফতর জানিয়েছে, আগামী কয়েক দিন দেশের বিভিন্ন স্থানে ভারী থেকে অতি ভারী বর্ষণ হতে পারে। পাহাড়ি এলাকায় ভূমিধসের আশঙ্কার কথাও জানানো হয়েছে। সিটি করপোরেশন কর্মকর্তারা বলছেন, ড্রেনেজ ব্যবস্থা উন্নয়নে কাজ চলছে। bbox=[434, 863, 619, 1078]
terms-item: 8. প্রার্থী তার সর্বশেষ তোলা রঙিন ছবি (দৈর্ঘ্য ৩০০ × প্রস্থ ৩০০ pixel) ও স্বাক্ষর (দৈর্ঘ্য ৩০০ × প্রস্থ ৮০ pixel) স্ক্যান করে upload করবেন। bbox=[967, 1564, 1525, 1578]
posts-table-cell: ৩ bbox=[953, 1320, 973, 1362]
posts-table bbox=[952, 1206, 1525, 1422]
signatory-phone: ফোন: ০২-৯১৪৬৫৮০ bbox=[1364, 2312, 1451, 2323]
india-body-more: (প্রথম পৃষ্ঠার পর) পররাষ্ট্রমন্ত্রী জানান, অভিন্ন নদীর পানি বণ্টন ও বন্যা পূর্বাভাস বিষয়ে তথ্য বিনিময় নিয়ে ভারতের সঙ্গে আলোচনা হয়েছে। দুই দেশের যৌথ নদী কমিশনের বৈঠকে বিষয়গুলো আরও বিস্তারিত আলোচনা হবে। তিনি বলেন, উজানের পানির তথ্য আগাম পাওয়া গেলে বন্যা মোকাবিলায় প্রস্তুতি নেওয়া সহজ হয়। দুই দেশের সম্পর্ক এখন সবচেয়ে ভালো অবস্থানে রয়েছে বলেও মন্তব্য করেন তিনি। bbox=[634, 953, 923, 1059]
column-5 bbox=[1153, 146, 1534, 1039]
posts-table-cell: ০১ (একটি) bbox=[1135, 1279, 1178, 1320]
durgata-body: (প্রথম পৃষ্ঠার পর) দুর্গত অঞ্চলগুলোতে খাদ্য ও বিশুদ্ধ পানির তীব্র সংকট দেখা দিয়েছে। অনেক এলাকায় বিদ্যুৎ ও মোবাইল নেটওয়ার্ক বিচ্ছিন্ন থাকায় যোগাযোগ ব্যাহত হচ্ছে। আশ্রয়কেন্দ্রে জায়গা না পেয়ে অনেকে উঁচু সড়ক ও বাঁধে আশ্রয় নিয়েছেন। স্থানীয় প্রশাসন বলছে, ত্রাণ বিতরণ কার্যক্রম আরও জোরদার করা হচ্ছে। গবাদিপশু নিয়েও বিপাকে পড়েছেন কৃষকরা। bbox=[938, 184, 1139, 321]
posts-table-cell: ০১ (একটি) bbox=[1135, 1320, 1178, 1362]
posts-table-cell: ৪ bbox=[953, 1362, 973, 1392]
signatory-org: ভূমি সংস্কার বোর্ড, ঢাকা bbox=[1361, 2299, 1453, 2310]
section-header bbox=[1166, 43, 1536, 108]
rain-dhaka-headline[interactable]: অতি বৃষ্টিতে ঢাকাও bbox=[445, 832, 609, 857]
bnp-body: (পেছনের পৃষ্ঠার পর) বিএনপি মহাসচিব বলেন, বন্যাদুর্গত এলাকায় সরকারের ত্রাণ তৎপরতা অপর্যাপ্ত। দলের নেতা-কর্মীদের নিজ নিজ এলাকায় ত্রাণ কার্যক্রম চালানোর নির্দেশ দেওয়া হয়েছে। তিনি বলেন, দুর্গত মানুষের পাশে দাঁড়ানো এখন সবার দায়িত্ব। সিলেট ও সুনামগঞ্জে দলের পক্ষ থেকে শুকনো খাবার ও বিশুদ্ধ পানি বিতরণ করা হচ্ছে। দলের একটি প্রতিনিধি দল শিগগিরই দুর্গত এলাকা পরিদর্শনে যাবে বলেও জানান তিনি। bbox=[634, 591, 923, 698]
posts-table-cell: ২ bbox=[953, 1279, 973, 1320]
hajj-headline-block[interactable] bbox=[434, 146, 619, 246]
masthead bbox=[32, 19, 1536, 140]
rohingya-headline[interactable]: রোহিঙ্গাদের বাড়ি bbox=[1274, 154, 1414, 178]
big-flood-headline[interactable]: ভবিষ্যতে বড় বন্যা bbox=[450, 1302, 603, 1327]
big-flood-body: (প্রথম পৃষ্ঠার পর) বিশেষজ্ঞরা বলছেন, জলবায়ু পরিবর্তনের প্রভাবে ভবিষ্যতে আরও বড় বন্যার ঝুঁকি রয়েছে। উজানে অতিবৃষ্টি এবং নদী ভরাট হয়ে যাওয়ায় পানি দ্রুত নামতে পারছে না। হাওর অঞ্চলে অপরিকল্পিত সড়ক ও বাঁধ নির্মাণের কারণেও পানিপ্রবাহ বাধাগ্রস্ত হচ্ছে। তারা নদী খনন, পানি ব্যবস্থাপনা ও আগাম সতর্কতা ব্যবস্থা জোরদারের পরামর্শ দিয়েছেন। পানি উন্নয়ন বোর্ড জানিয়েছে, বিভিন্ন নদীর পানি বিপৎসীমার ওপর দিয়ে প্রবাহিত হচ্ছে। bbox=[434, 1333, 619, 1516]
sms-example: Example: LRB YES 12345678 bbox=[952, 1760, 1092, 1772]
posts-table-header bbox=[953, 1207, 1525, 1237]
mujib-year-logo-icon bbox=[1418, 1055, 1525, 1118]
hiding-body-more2: (পেছনের পৃষ্ঠার পর) দীর্ঘ ২২ বছর আত্মগোপনে থাকার পর এক হত্যা মামলার আসামিকে গ্রেফতার করেছে র‌্যাব। গোপন সংবাদের ভিত্তিতে অভিযান চালিয়ে তাকে আটক করা হয়। র‌্যাব জানায়, নাম-পরিচয় পরিবর্তন করে বিভিন্ন স্থানে বসবাস করছিলেন তিনি। আদালত তাকে যাবজ্জীবন কারাদণ্ড দিয়েছিলেন। গ্রেফতারের পর তাকে সংশ্লিষ্ট থানায় হস্তান্তর করা হয়েছে। bbox=[634, 1722, 923, 1828]
column-divider-4 bbox=[1145, 146, 1146, 1039]
posts-table-cell: সাঁটমুদ্রাক্ষরিক কাম-কম্পিউটার অপারেটর, টাকা ১০২০০-২৪৬৮০/- (গ্রেড-১৪) bbox=[973, 1237, 1135, 1279]
ad-intro: ভূমি সংস্কার বোর্ডের নিয়ন্ত্রণাধীন ও সরাসরি নিয়োগযোগ্য নিম্নবর্ণিত শূন্য পদসমূহে অস্থায়ী ভিত্তিতে নিয়োগের নিমিত্তে প্রকৃত বাংলাদেশি নাগরিকদের নিকট হতে অনলাইনে দরখাস্ত আহ্বান করা যাচ্ছে। bbox=[952, 1175, 1525, 1200]
rain-dhaka-body-more: (প্রথম পৃষ্ঠার পর) টানা বৃষ্টিতে রাজধানীর বিভিন্ন এলাকায় জলাবদ্ধতা দেখা দিয়েছে। মিরপুর, মোহাম্মদপুর, ধানমন্ডি, শান্তিনগর ও মালিবাগসহ বিভিন্ন সড়কে পানি জমে যান চলাচল ব্যাহত হয়। অফিসগামী মানুষকে চরম ভোগান্তিতে পড়তে হয়। আবহাওয়া অধিদফতর জানিয়েছে, আগামী কয়েক দিন দেশের বিভিন্ন স্থানে ভারী থেকে অতি ভারী বর্ষণ হতে পারে। পাহাড়ি এলাকায় ভূমিধসের আশঙ্কার কথাও জানানো হয়েছে। সিটি করপোরেশন কর্মকর্তারা বলছেন, ড্রেনেজ ব্যবস্থা উন্নয়নে কাজ চলছে। bbox=[434, 1079, 619, 1293]
terms-item: 5. পরীক্ষায় অংশগ্রহণের জন্য http://lrb.teletalk.com.bd ওয়েবসাইটে প্রবেশ করে Application Form পূরণ করতে হবে। bbox=[967, 1518, 1525, 1532]
posts-table-row bbox=[953, 1392, 1525, 1422]
durgata-body-more2: (প্রথম পৃষ্ঠার পর) দুর্গত অঞ্চলগুলোতে খাদ্য ও বিশুদ্ধ পানির তীব্র সংকট দেখা দিয়েছে। অনেক এলাকায় বিদ্যুৎ ও মোবাইল নেটওয়ার্ক বিচ্ছিন্ন থাকায় যোগাযোগ ব্যাহত হচ্ছে। আশ্রয়কেন্দ্রে জায়গা না পেয়ে অনেকে উঁচু সড়ক ও বাঁধে আশ্রয় নিয়েছেন। স্থানীয় প্রশাসন বলছে, ত্রাণ বিতরণ কার্যক্রম আরও জোরদার করা হচ্ছে। গবাদিপশু নিয়েও বিপাকে পড়েছেন কৃষকরা। bbox=[938, 462, 1139, 599]
posts-table-cell: ০১ (একটি) bbox=[1135, 1237, 1178, 1279]
terms-item: 3. লিখিত, ব্যবহারিক ও মৌখিক পরীক্ষায় অংশগ্রহণের জন্য কোনো প্রকার টিএ/ডিএ প্রদান করা হবে না। bbox=[967, 1488, 1525, 1501]
posts-table-cell: অফিস সহকারী কাম-কম্পিউটার মুদ্রাক্ষরিক, টাকা ৯৩০০-২২৪৯০/- (গ্রেড-১৬) bbox=[973, 1279, 1135, 1320]
brand-part2: প্রতিদিন bbox=[246, 45, 413, 108]
posts-table-cell: ঢাকা, ময়মনসিংহ, চট্টগ্রাম, খুলনা বিভাগের প্রার্থী bbox=[1421, 1320, 1524, 1362]
bnp-body-more: (পেছনের পৃষ্ঠার পর) বিএনপি মহাসচিব বলেন, বন্যাদুর্গত এলাকায় সরকারের ত্রাণ তৎপরতা অপর্যাপ্ত। দলের নেতা-কর্মীদের নিজ নিজ এলাকায় ত্রাণ কার্যক্রম চালানোর নির্দেশ দেওয়া হয়েছে। তিনি বলেন, দুর্গত মানুষের পাশে দাঁড়ানো এখন সবার দায়িত্ব। সিলেট ও সুনামগঞ্জে দলের পক্ষ থেকে শুকনো খাবার ও বিশুদ্ধ পানি বিতরণ করা হচ্ছে। দলের একটি প্রতিনিধি দল শিগগিরই দুর্গত এলাকা পরিদর্শনে যাবে বলেও জানান তিনি। bbox=[634, 700, 923, 806]
terms-item: 10. প্রথম SMS: LRB <space> User ID লিখে send করতে হবে 16222 নম্বরে। bbox=[967, 1608, 1525, 1622]
bnp-headline[interactable]: বিএনপি বন্যার্তদের bbox=[700, 561, 857, 585]
signatory-email[interactable]: ই-মেইল: dlrc1@lrb.gov.bd bbox=[1348, 2325, 1467, 2336]
flag-icon bbox=[1457, 1062, 1486, 1082]
section-label: খবর bbox=[1166, 57, 1240, 105]
rohingya-body-more: (প্রথম পৃষ্ঠার পর) রোহিঙ্গারা নিজ দেশে ফিরে যাওয়ার দাবিতে সমাবেশ করেছে। ক্যাম্পগুলোতে অনুষ্ঠিত সমাবেশে তারা নিরাপদ, স্বেচ্ছায় ও মর্যাদাপূর্ণ প্রত্যাবাসনের দাবি জানান। তারা বলেন, নাগরিকত্ব ও নিরাপত্তার নিশ্চয়তা পেলে তারা মিয়ানমারে ফিরে যেতে প্রস্তুত। আন্তর্জাতিক সম্প্রদায়কে প্রত্যাবাসন প্রক্রিয়ায় কার্যকর ভূমিকা রাখার আহ্বান জানান সমাবেশে অংশ নেওয়া রোহিঙ্গা নেতারা। বাংলাদেশ সরকার শুরু থেকেই প্রত্যাবাসনের ওপর জোর দিয়ে আসছে। bbox=[1153, 277, 1534, 368]
hiding-headline[interactable]: ২২ বছর আত্মগোপনে bbox=[685, 1475, 872, 1500]
